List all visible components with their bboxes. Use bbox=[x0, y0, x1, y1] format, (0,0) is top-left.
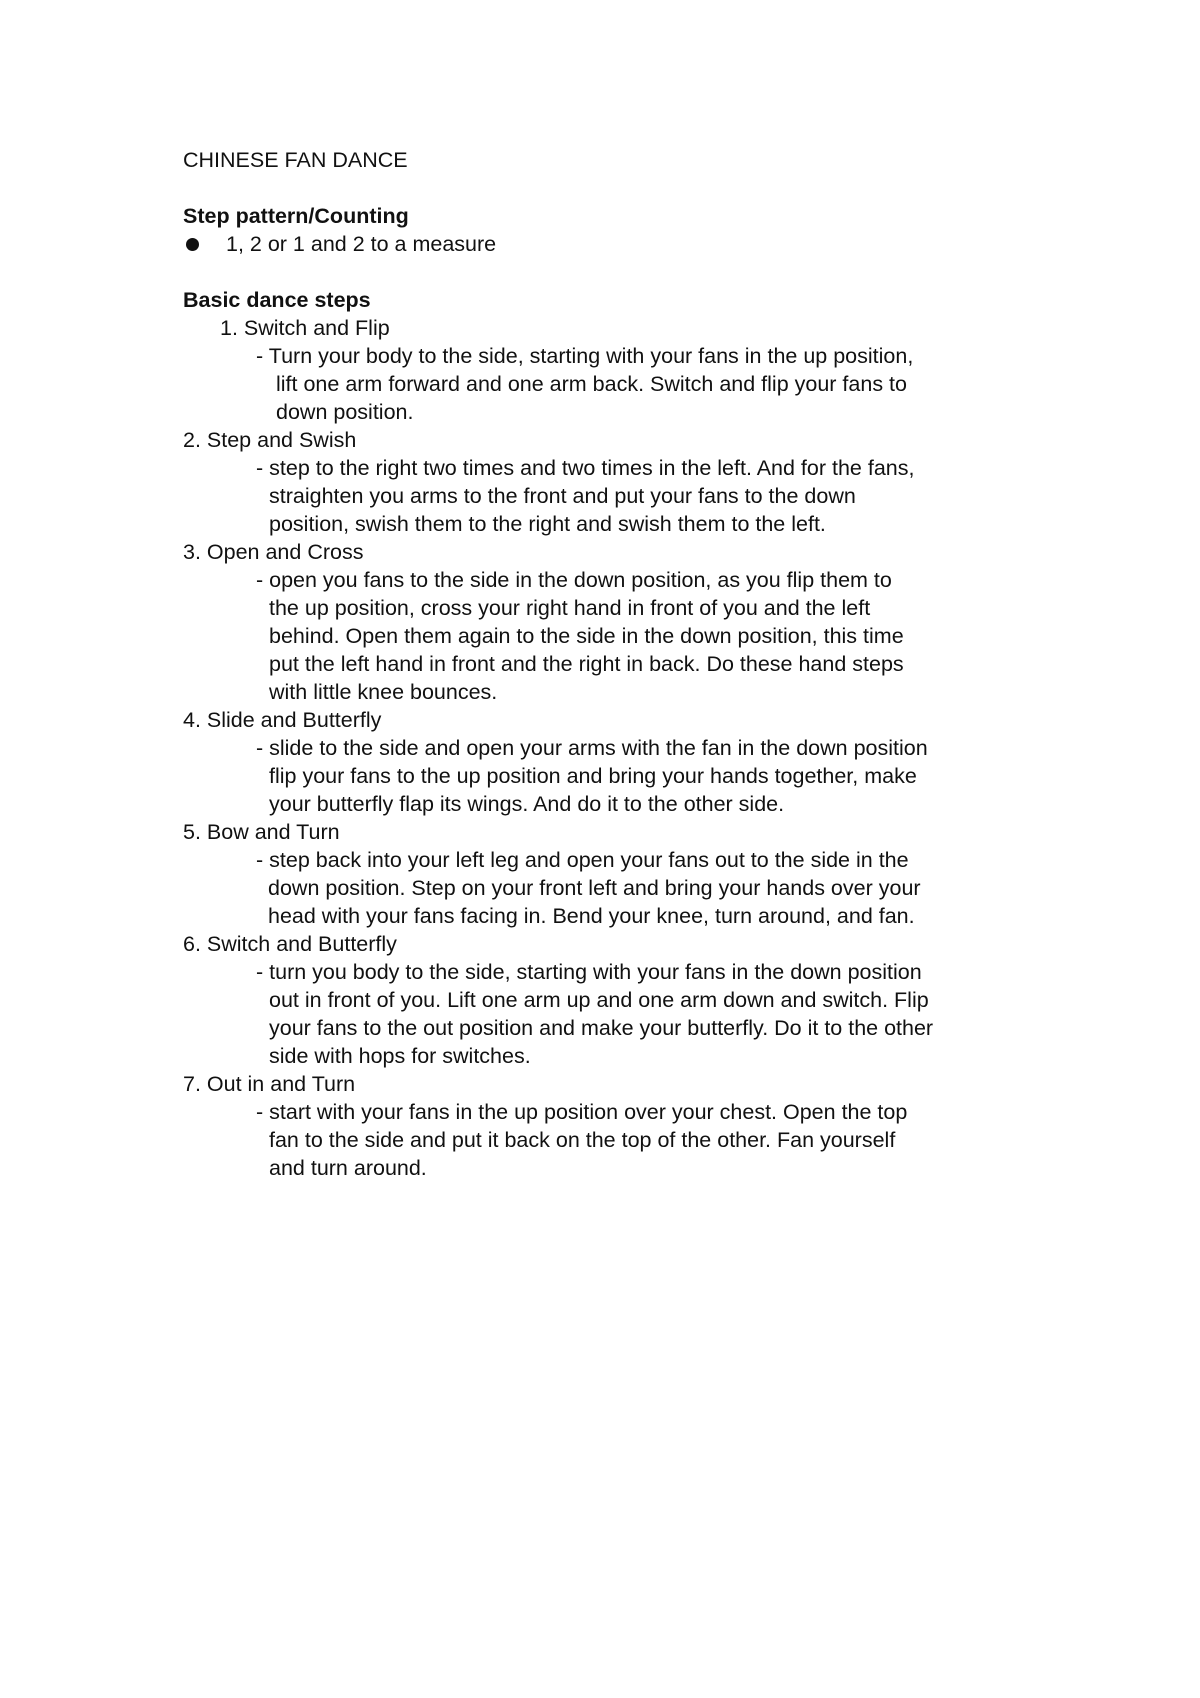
step-description-line: - step back into your left leg and open your fans out to the side in the bbox=[256, 848, 909, 872]
step-description-line: out in front of you. Lift one arm up and one arm down and switch. Flip bbox=[269, 988, 929, 1012]
step-pattern-heading: Step pattern/Counting bbox=[183, 204, 409, 228]
step-description-line: side with hops for switches. bbox=[269, 1044, 531, 1068]
step-description-line: and turn around. bbox=[269, 1156, 427, 1180]
step-description-line: straighten you arms to the front and put your fans to the down bbox=[269, 484, 856, 508]
step-title: 6. Switch and Butterfly bbox=[183, 932, 397, 956]
step-description-line: flip your fans to the up position and bring your hands together, make bbox=[269, 764, 917, 788]
step-description-line: - open you fans to the side in the down position, as you flip them to bbox=[256, 568, 892, 592]
step-description-line: down position. Step on your front left and bring your hands over your bbox=[268, 876, 921, 900]
step-description-line: your fans to the out position and make your butterfly. Do it to the other bbox=[269, 1016, 934, 1040]
step-title: 7. Out in and Turn bbox=[183, 1072, 356, 1096]
step-description-line: behind. Open them again to the side in the down position, this time bbox=[269, 624, 904, 648]
step-description-line: - slide to the side and open your arms with the fan in the down position bbox=[256, 736, 928, 760]
step-title: 4. Slide and Butterfly bbox=[183, 708, 382, 732]
step-description-line: put the left hand in front and the right in back. Do these hand steps bbox=[269, 652, 904, 676]
step-title: 3. Open and Cross bbox=[183, 540, 364, 564]
step-description-line: down position. bbox=[276, 400, 414, 424]
step-title: 2. Step and Swish bbox=[183, 428, 357, 452]
step-description-line: - step to the right two times and two times in the left. And for the fans, bbox=[256, 456, 915, 480]
step-title: 5. Bow and Turn bbox=[183, 820, 340, 844]
step-title: 1. Switch and Flip bbox=[220, 316, 390, 340]
step-description-line: your butterfly flap its wings. And do it to the other side. bbox=[269, 792, 785, 816]
step-description-line: fan to the side and put it back on the top of the other. Fan yourself bbox=[269, 1128, 896, 1152]
step-description-line: - Turn your body to the side, starting with your fans in the up position, bbox=[256, 344, 914, 368]
step-description-line: - turn you body to the side, starting with your fans in the down position bbox=[256, 960, 922, 984]
bullet-icon bbox=[186, 238, 199, 251]
basic-steps-heading: Basic dance steps bbox=[183, 288, 371, 312]
step-description-line: with little knee bounces. bbox=[269, 680, 498, 704]
step-description-line: position, swish them to the right and swish them to the left. bbox=[269, 512, 826, 536]
step-description-line: head with your fans facing in. Bend your knee, turn around, and fan. bbox=[268, 904, 915, 928]
step-description-line: the up position, cross your right hand in front of you and the left bbox=[269, 596, 871, 620]
document-title: CHINESE FAN DANCE bbox=[183, 148, 408, 172]
step-pattern-item: 1, 2 or 1 and 2 to a measure bbox=[226, 232, 497, 256]
step-description-line: lift one arm forward and one arm back. Switch and flip your fans to bbox=[276, 372, 907, 396]
step-description-line: - start with your fans in the up position over your chest. Open the top bbox=[256, 1100, 908, 1124]
